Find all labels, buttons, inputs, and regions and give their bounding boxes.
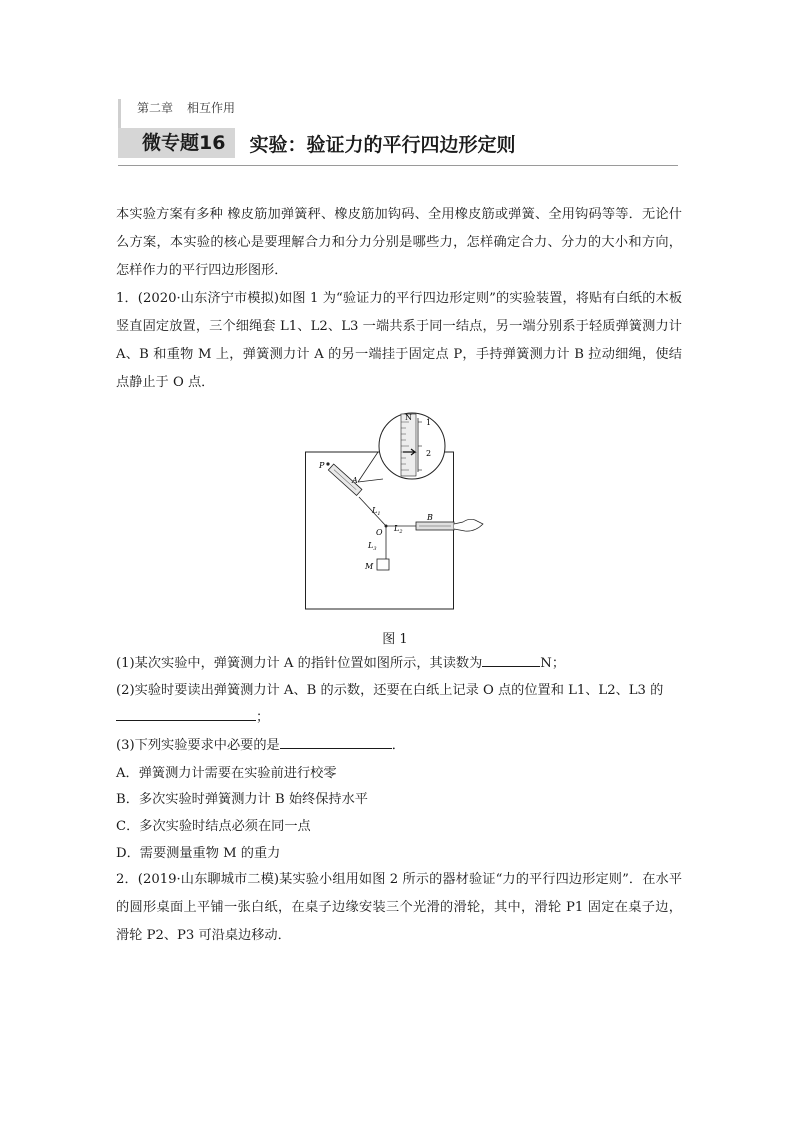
question-2-number: 2． — [116, 872, 138, 887]
string-l3-label: $L_3$ — [368, 541, 377, 552]
scale-unit-label: N — [405, 413, 412, 422]
option-a[interactable]: A．弹簧测力计需要在实验前进行校零 — [116, 766, 337, 781]
weight-m — [377, 559, 389, 570]
balance-b-label: B — [427, 513, 433, 522]
point-p-label: P — [319, 461, 325, 470]
question-1-part-2-answer: ； — [116, 704, 682, 732]
string-l1-label: $L_1$ — [372, 506, 381, 517]
knot-o-label: O — [376, 528, 383, 537]
question-1-part-1: (1)某次实验中，弹簧测力计 A 的指针位置如图所示，其读数为 N； — [116, 650, 682, 678]
chapter-number: 第二章 — [137, 101, 174, 115]
question-1-text: 如图 1 为“验证力的平行四边形定则”的实验装置，将贴有白纸的木板竖直固定放置，三个细绳套 L1、L2、L3 一端共系于同一结点，另一端分别系于轻质弹簧测力计 A、B 和重物 M 上，弹簧测力计 A 的另一端挂于固定点 P，手持弹簧测力计 B 拉动细绳，使结点静止于 O 点． — [116, 291, 683, 390]
question-1-stem — [116, 285, 682, 397]
chapter-title: 相互作用 — [187, 101, 236, 115]
topic-label: 微专题16 — [118, 128, 235, 158]
scale-tick-2: 2 — [426, 449, 432, 458]
option-d[interactable]: D．需要测量重物 M 的重力 — [116, 846, 281, 861]
question-1-source: (2020·山东济宁市模拟) — [137, 291, 280, 306]
topic-heading — [118, 128, 515, 158]
question-2-source: (2019·山东聊城市二模) — [137, 872, 280, 887]
string-l2-label: $L_2$ — [394, 524, 403, 535]
weight-m-label: M — [365, 562, 374, 571]
header-divider — [118, 165, 678, 166]
hand-icon — [454, 519, 483, 531]
question-1-part-3: (3)下列实验要求中必要的是 ． — [116, 732, 682, 760]
intro-paragraph: 本实验方案有多种 橡皮筋加弹簧秤、橡皮筋加钩码、全用橡皮筋或弹簧、全用钩码等等．无论什么方案，本实验的核心是要理解合力和分力分别是哪些力，怎样确定合力、分力的大小和方向，怎样作力的平行四边形图形． — [116, 207, 682, 278]
figure-1-apparatus — [305, 400, 495, 620]
answer-blank-1[interactable] — [482, 652, 540, 667]
answer-blank-3[interactable] — [280, 734, 392, 749]
figure-1-caption: 图 1 — [382, 632, 408, 647]
answer-blank-2[interactable] — [116, 706, 256, 721]
page-title: 实验：验证力的平行四边形定则 — [249, 133, 516, 156]
question-1-number: 1． — [116, 291, 138, 306]
question-2-stem — [116, 866, 682, 950]
scale-tick-1: 1 — [426, 418, 432, 427]
balance-a-label: A — [352, 476, 358, 485]
question-2-text: 某实验小组用如图 2 所示的器材验证“力的平行四边形定则”．在水平的圆形桌面上平铺一张白纸，在桌子边缘安装三个光滑的滑轮，其中，滑轮 P1 固定在桌子边，滑轮 P2、P3 可沿桌边移动． — [116, 872, 683, 943]
chapter-header — [118, 99, 235, 129]
option-b[interactable]: B．多次实验时弹簧测力计 B 始终保持水平 — [116, 792, 368, 807]
option-c[interactable]: C．多次实验时结点必须在同一点 — [116, 819, 311, 834]
question-1-part-2: (2)实验时要读出弹簧测力计 A、B 的示数，还要在白纸上记录 O 点的位置和 L1、L2、L3 的 — [116, 683, 664, 698]
